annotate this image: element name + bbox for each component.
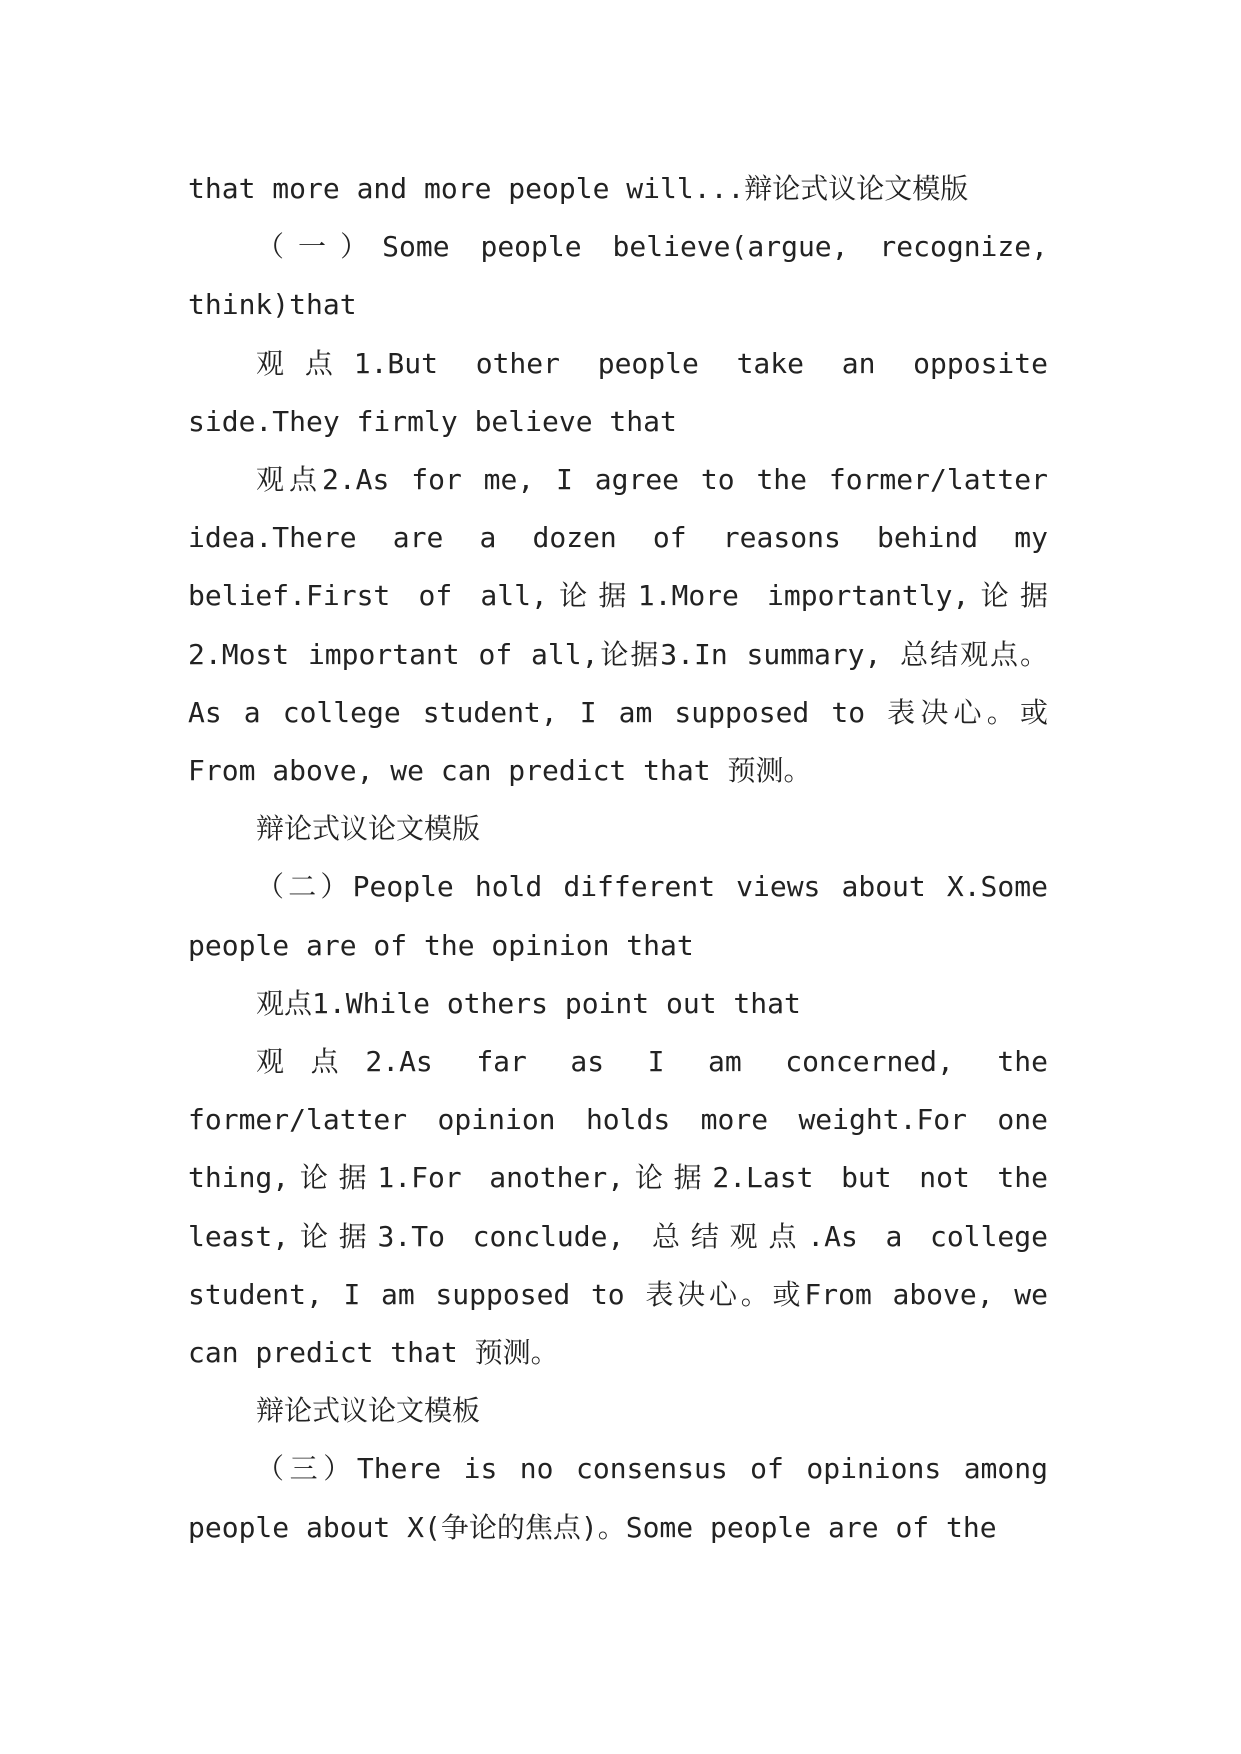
paragraph-template-three-intro: （三）There is no consensus of opinions among people about X(争论的焦点)。Some people are of the — [188, 1452, 1048, 1544]
section-heading-template-three: 辩论式议论文模板 — [256, 1394, 481, 1428]
paragraph-template-one-view-one: 观点1.But other people take an opposite side.They firmly believe that — [188, 346, 1048, 438]
paragraph-template-two-view-two: 观点2.As far as I am concerned, the former/latter opinion holds more weight.For one thing,论据1.For another,论据2.Last but not the least,论据3.To conclude, 总结观点.As a college student, I am supposed to 表决心。或From above, we can predict that 预测。 — [188, 1045, 1048, 1370]
paragraph-template-one-intro: （一）Some people believe(argue, recognize, think)that — [188, 230, 1048, 322]
paragraph-template-one-view-two: 观点2.As for me, I agree to the former/latter idea.There are a dozen of reasons behind my belief.First of all,论据1.More importantly,论据2.Most important of all,论据3.In summary, 总结观点。As a college student, I am supposed to 表决心。或From above, we can predict that 预测。 — [188, 463, 1048, 788]
paragraph-continuation: that more and more people will...辩论式议论文模版 — [188, 172, 969, 205]
section-heading-template-two: 辩论式议论文模版 — [256, 812, 481, 846]
paragraph-template-two-intro: （二）People hold different views about X.Some people are of the opinion that — [188, 870, 1048, 962]
paragraph-template-two-view-one: 观点1.While others point out that — [256, 986, 801, 1020]
document-body — [188, 160, 1048, 1557]
